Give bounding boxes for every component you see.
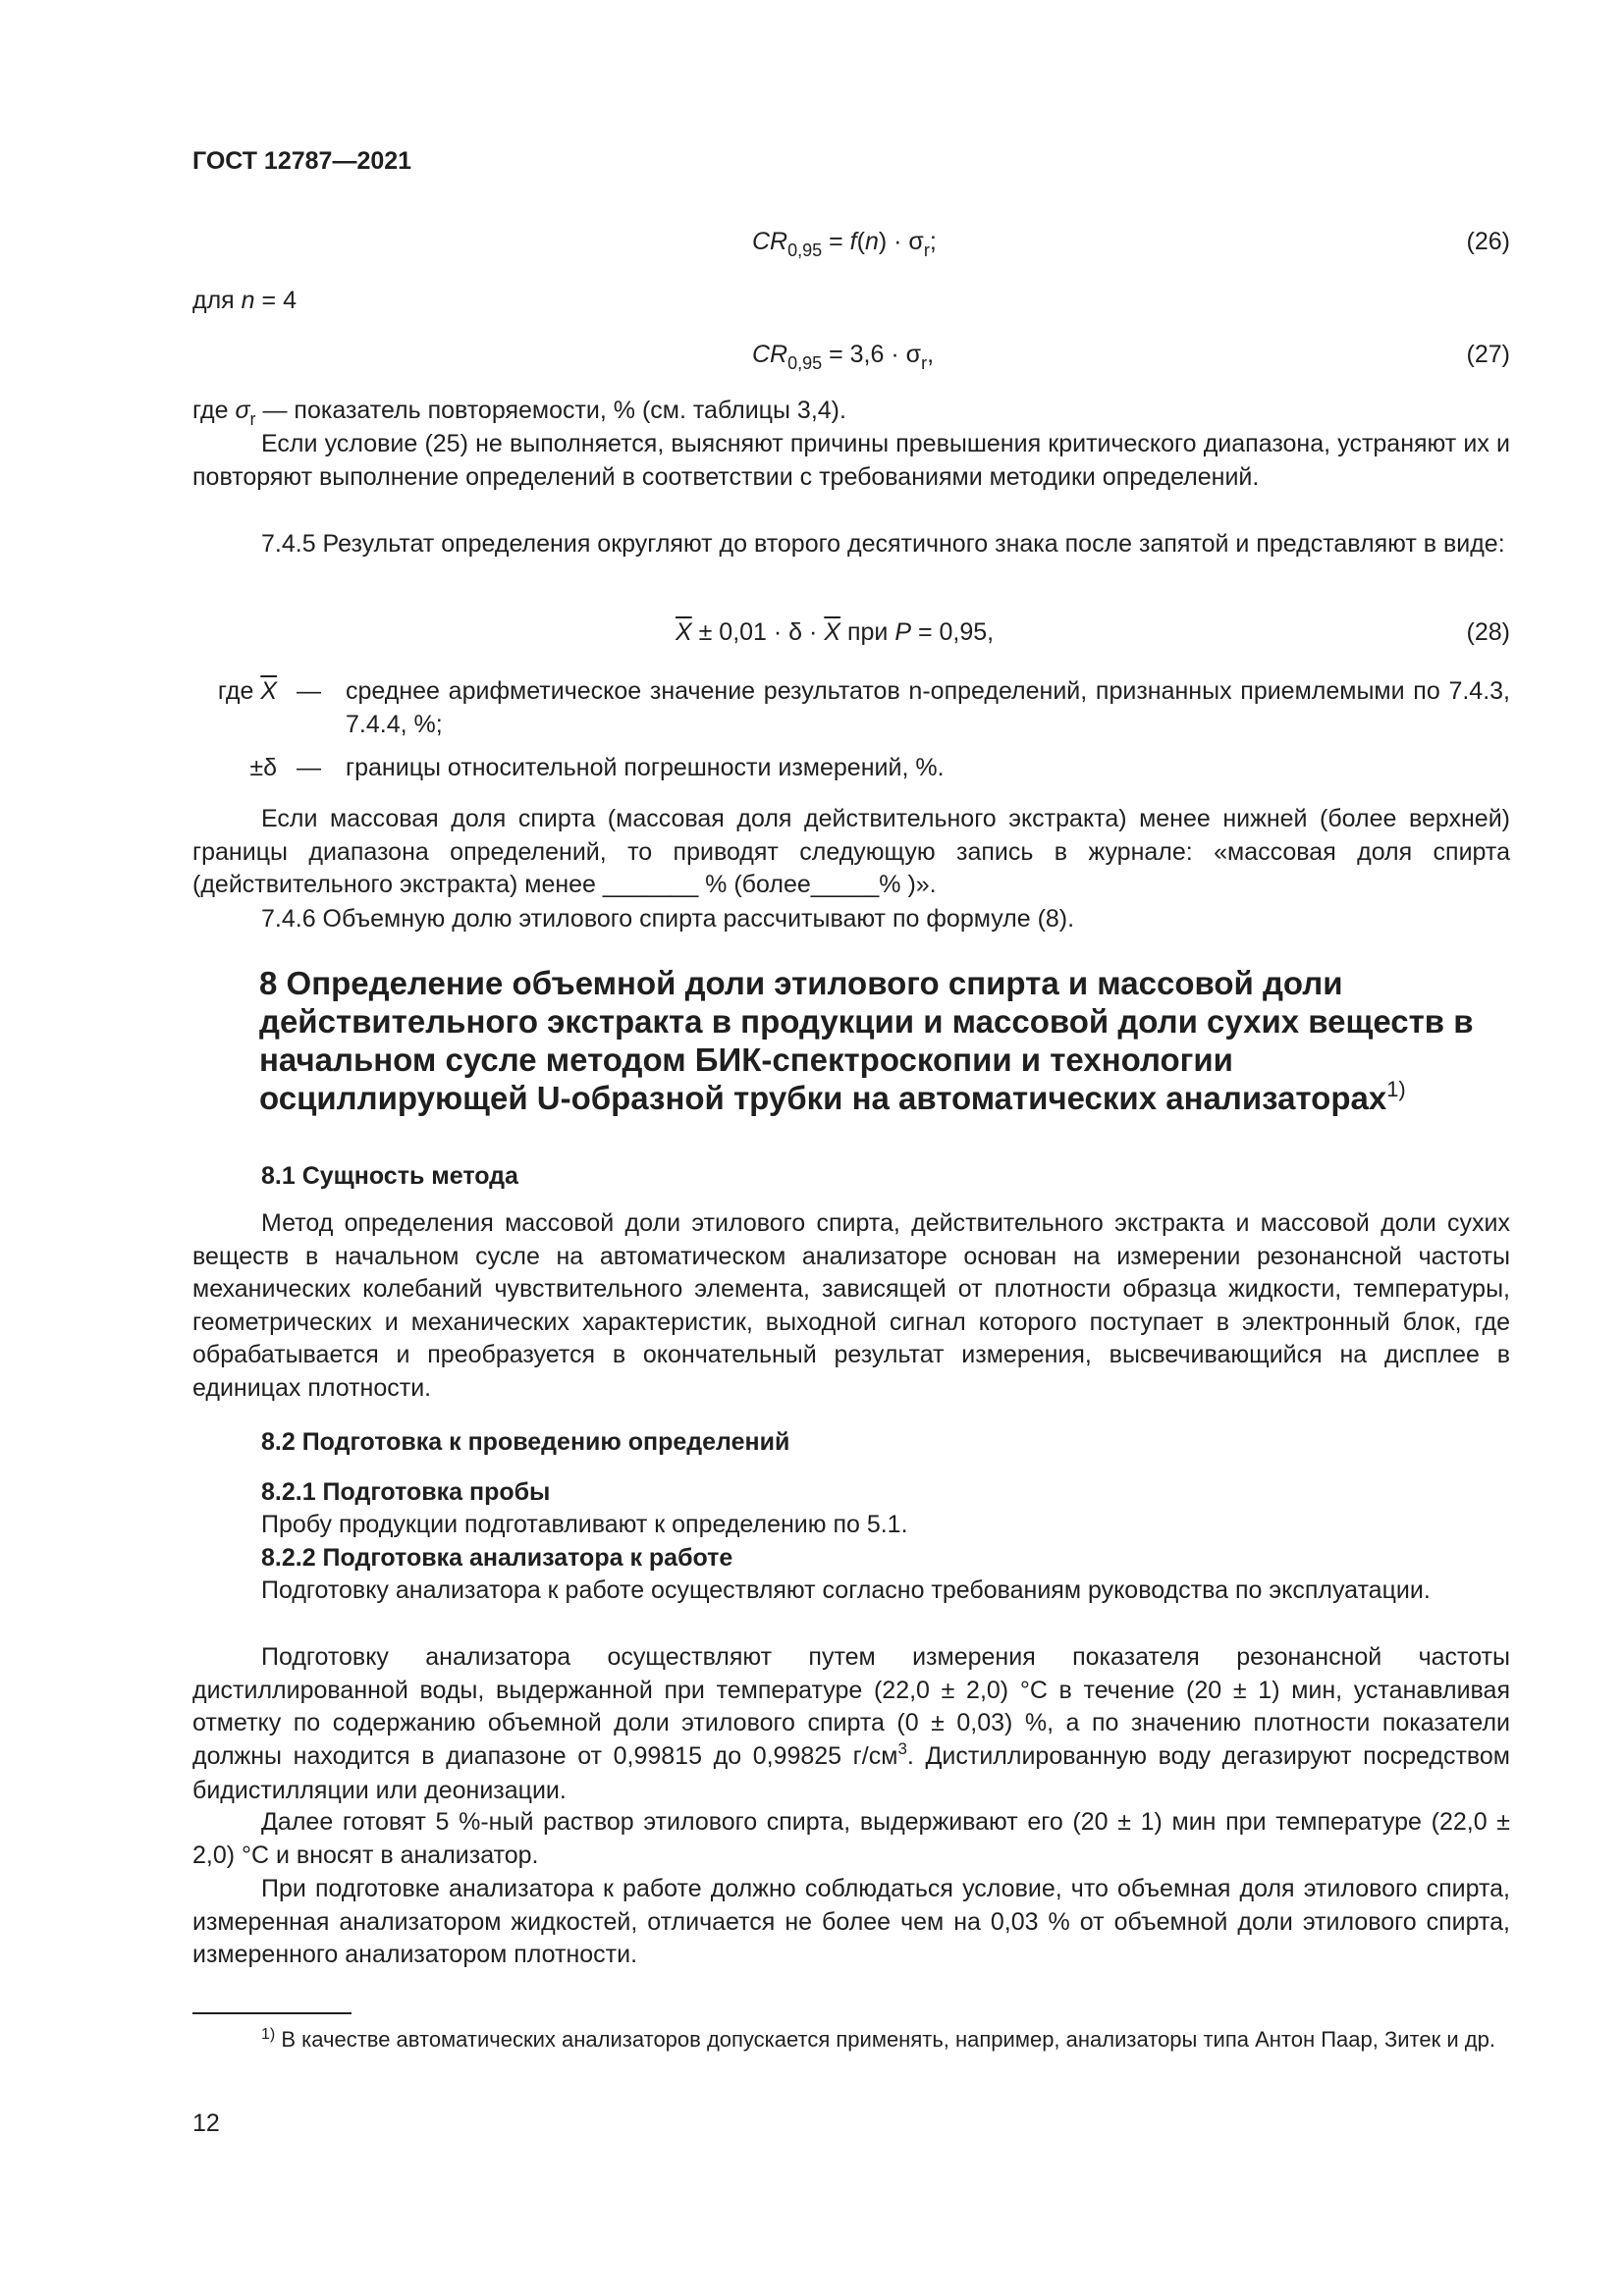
document-header: ГОСТ 12787—2021 <box>192 147 412 175</box>
section-8-heading: 8 Определение объемной доли этилового спирта и массовой доли действительного экстракта в продукции и массовой доли сухих веществ в начальном сусле методом БИК-спектроскопии и технологии осциллирующей U-образной трубки на автоматических анализаторах$^{1)}$ <box>259 965 1474 1116</box>
formula-27-number: (27) <box>1466 341 1510 368</box>
legend-dash: — <box>297 754 321 781</box>
formula-28: $\overline{X} \pm 0,01 \cdot \delta \cdot \overline{X}$ при P = 0,95, <box>676 618 995 646</box>
section-8-2-2-paragraph-4: При подготовке анализатора к работе должно соблюдаться условие, что объемная доля этилового спирта, измеренная анализатором жидкостей, отличается не более чем на 0,03 % от объемной доли этилового спирта, измеренного анализатором плотности. <box>192 1875 1510 1968</box>
paragraph-7-4-5: 7.4.5 Результат определения округляют до второго десятичного знака после запятой и представляют в виде: <box>261 530 1505 558</box>
legend-text-x: среднее арифметическое значение результатов n-определений, признанных приемлемыми по 7.4.3, 7.4.4, %; <box>346 677 1510 738</box>
footnote: $^{1)}$ В качестве автоматических анализаторов допускается применять, например, анализаторы типа Антон Паар, Зитек и др. <box>261 2026 1495 2052</box>
section-8-2-2-heading: 8.2.2 Подготовка анализатора к работе <box>261 1544 733 1572</box>
section-8-2-1-text: Пробу продукции подготавливают к определению по 5.1. <box>261 1511 908 1538</box>
section-8-2-2-paragraph-2: Подготовку анализатора осуществляют путем измерения показателя резонансной частоты дистиллированной воды, выдержанной при температуре (22,0 ± 2,0) °С в течение (20 ± 1) мин, устанавливая отметку по содержанию объемной доли этилового спирта (0 ± 0,03) %, а по значению плотности показатели должны находится в диапазоне от 0,99815 до 0,99825 $г/см^3$. Дистиллированную воду дегазируют посредством бидистилляции или деонизации. <box>192 1643 1510 1804</box>
condition-n-4: для n = 4 <box>192 287 297 314</box>
section-8-1-heading: 8.1 Сущность метода <box>261 1162 518 1190</box>
formula-26: $CR_{0,95} = f(n) \cdot \sigma_r$; <box>752 228 937 260</box>
formula-27: $CR_{0,95} = 3,6 \cdot \sigma_r$, <box>752 341 935 373</box>
paragraph-7-4-6: 7.4.6 Объемную долю этилового спирта рассчитывают по формуле (8). <box>261 905 1075 933</box>
sigma-definition: где $\sigma_r$ — показатель повторяемости, % (см. таблицы 3,4). <box>192 397 846 429</box>
paragraph-condition: Если условие (25) не выполняется, выясняют причины превышения критического диапазона, устраняют их и повторяют выполнение определений в соответствии с требованиями методики определений. <box>192 430 1510 491</box>
formula-26-number: (26) <box>1466 228 1510 255</box>
legend-label-x: где $\overline{X}$ <box>217 677 277 705</box>
section-8-2-2-paragraph-1: Подготовку анализатора к работе осуществляют согласно требованиям руководства по эксплуатации. <box>261 1576 1431 1604</box>
paragraph-mass-fraction: Если массовая доля спирта (массовая доля действительного экстракта) менее нижней (более верхней) границы диапазона определений, то приводят следующую запись в журнале: «массовая доля спирта (действительного экстракта) менее _______ % (более_____% )». <box>192 805 1510 898</box>
formula-28-number: (28) <box>1466 618 1510 646</box>
section-8-2-heading: 8.2 Подготовка к проведению определений <box>261 1428 790 1456</box>
section-8-1-text: Метод определения массовой доли этилового спирта, действительного экстракта и массовой доли сухих веществ в начальном сусле на автоматическом анализаторе основан на измерении резонансной частоты механических колебаний чувствительного элемента, зависящей от плотности образца жидкости, температуры, геометрических и механических характеристик, выходной сигнал которого поступает в электронный блок, где обрабатывается и преобразуется в окончательный результат измерения, высвечивающийся на дисплее в единицах плотности. <box>192 1209 1510 1402</box>
section-8-2-2-paragraph-3: Далее готовят 5 %-ный раствор этилового спирта, выдерживают его (20 ± 1) мин при температуре (22,0 ± 2,0) °С и вносят в анализатор. <box>192 1808 1510 1869</box>
page-number: 12 <box>192 2109 220 2137</box>
legend-dash: — <box>297 677 321 705</box>
section-8-2-1-heading: 8.2.1 Подготовка пробы <box>261 1478 551 1506</box>
legend-text-delta: границы относительной погрешности измерений, %. <box>346 754 945 781</box>
legend-label-delta: ±δ <box>249 754 277 781</box>
footnote-separator <box>192 2012 352 2014</box>
